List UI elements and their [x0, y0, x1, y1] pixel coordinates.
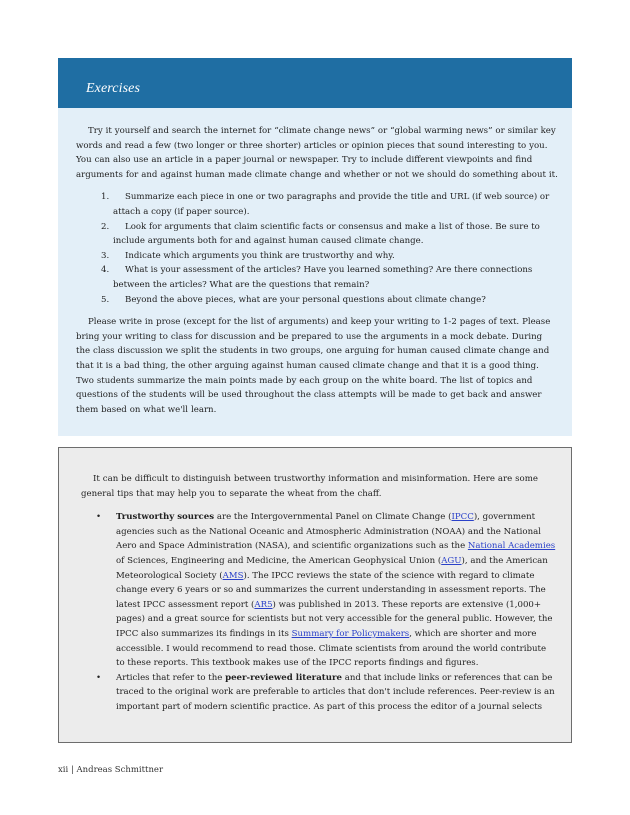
- exercise-item: 2. Look for arguments that claim scientific facts or consensus and make a list of those. Be sure to include arguments both for and against human caused climate change.: [101, 221, 540, 247]
- exercises-header: [58, 58, 572, 108]
- exercise-item: 5. Beyond the above pieces, what are your personal questions about climate change?: [101, 294, 486, 305]
- tip-item-peer-reviewed: • Articles that refer to the peer-reviewed literature and that include links or references that can be traced to the original work are preferable to articles that don't include references. Peer-review is an important part of modern scientific practice. As part of this process the editor of a journal selects: [96, 672, 555, 712]
- exercises-title: Exercises: [86, 81, 141, 96]
- exercise-item: 3. Indicate which arguments you think are trustworthy and why.: [101, 250, 395, 261]
- page-number: xii: [58, 765, 69, 775]
- footer-separator: |: [70, 765, 74, 775]
- bullet-icon: •: [96, 512, 102, 523]
- tips-content: [59, 448, 571, 715]
- tip-bold-term: Trustworthy sources: [116, 512, 215, 523]
- link-agu[interactable]: AGU: [441, 555, 462, 566]
- link-ipcc[interactable]: IPCC: [451, 512, 474, 523]
- exercises-box: [58, 58, 572, 436]
- exercises-body: [58, 108, 572, 417]
- link-ams[interactable]: AMS: [222, 570, 244, 581]
- exercises-intro: Try it yourself and search the internet for “climate change news” or “global warming news” or similar key words and read a few (two longer or three shorter) articles or opinion pieces that sound interesting to you. You can also use an article in a paper journal or newspaper. Try to include different viewpoints and find arguments for and against human made climate change and whether or not we should do something about it.: [76, 126, 558, 180]
- bullet-icon: •: [96, 672, 102, 683]
- exercises-list: [76, 190, 558, 307]
- link-ar5[interactable]: AR5: [254, 599, 273, 610]
- link-national-academies[interactable]: National Academies: [467, 541, 556, 552]
- tips-intro: It can be difficult to distinguish between trustworthy information and misinformation. Here are some general tips that may help you to separate the wheat from the chaff.: [81, 474, 538, 499]
- footer-author: Andreas Schmittner: [76, 765, 164, 775]
- link-summary-for-policymakers[interactable]: Summary for Policymakers: [291, 628, 410, 639]
- tips-list: [81, 510, 557, 714]
- page-footer: [58, 765, 163, 775]
- tip-bold-term: peer-reviewed literature: [225, 672, 342, 683]
- exercises-closing: Please write in prose (except for the list of arguments) and keep your writing to 1-2 pages of text. Please bring your writing to class for discussion and be prepared to use the arguments in a mock debate. During the class discussion we split the students in two groups, one arguing for human caused climate change and that it is a bad thing, the other arguing against human caused climate change and that it is a good thing. Two students summarize the main points made by each group on the white board. The list of topics and questions of the students will be used throughout the class attempts will be made to get back and answer them based on what we'll learn.: [76, 317, 551, 415]
- tip-item-trustworthy-sources: • Trustworthy sources are the Intergovernmental Panel on Climate Change (IPCC), government agencies such as the National Oceanic and Atmospheric Administration (NOAA) and the National Aero and Space Administration (NASA), and scientific organizations such as the National Academies of Sciences, Engineering and Medicine, the American Geophysical Union (AGU), and the American Meteorological Society (AMS). The IPCC reviews the state of the science with regard to climate change every 6 years or so and summarizes the current understanding in assessment reports. The latest IPCC assessment report (AR5) was published in 2013. These reports are extensive (1,000+ pages) and a great source for scientists but not very accessible for the general public. However, the IPCC also summarizes its findings in its Summary for Policymakers, which are shorter and more accessible. I would recommend to read those. Climate scientists from around the world contribute to these reports. This textbook makes use of the IPCC reports findings and figures.: [96, 512, 556, 669]
- exercise-item: 1. Summarize each piece in one or two paragraphs and provide the title and URL (if web source) or attach a copy (if paper source).: [101, 192, 550, 217]
- exercise-item: 4. What is your assessment of the articles? Have you learned something? Are there connections between the articles? What are the questions that remain?: [101, 265, 533, 290]
- tips-box: [58, 447, 572, 743]
